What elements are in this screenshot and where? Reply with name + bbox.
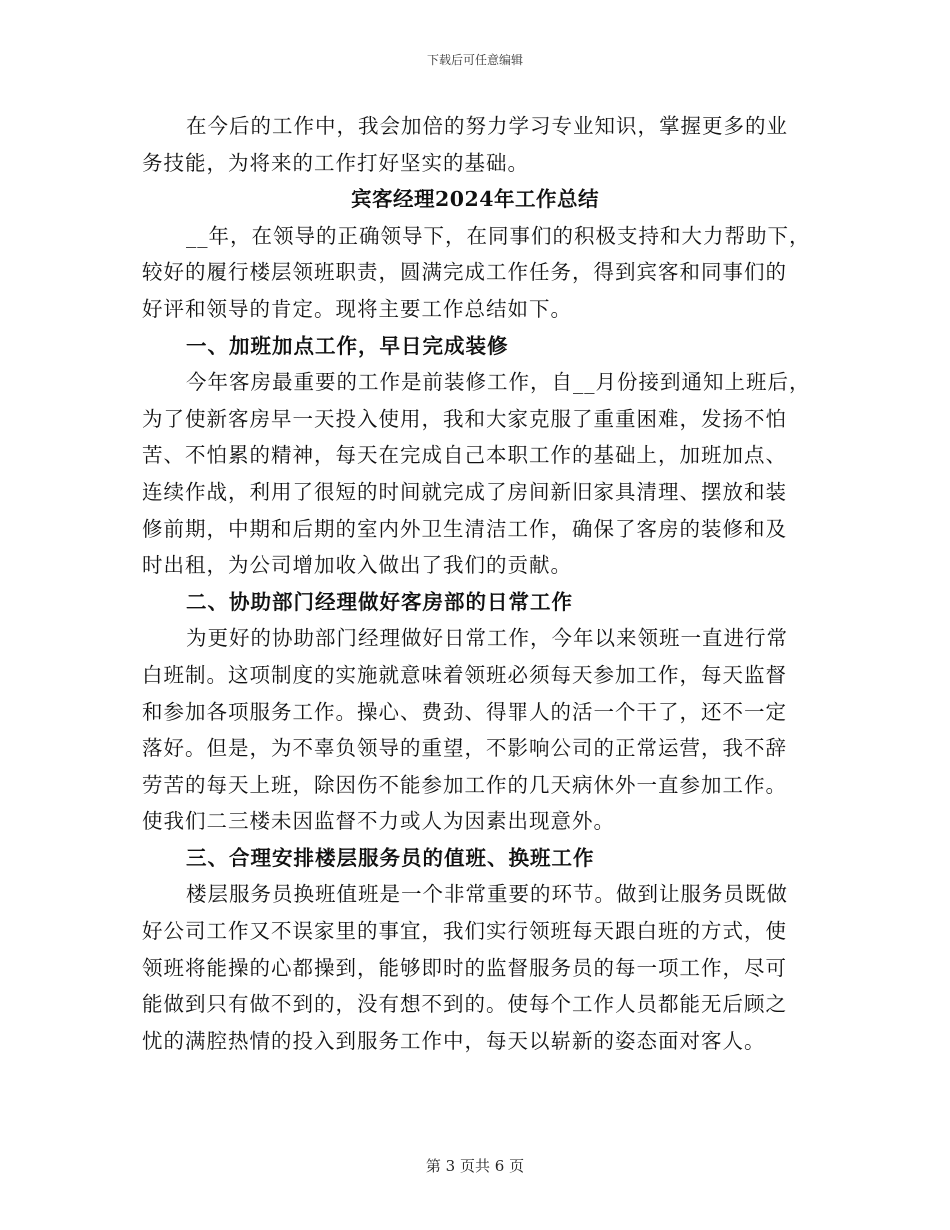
text-line: 连续作战，利用了很短的时间就完成了房间新旧家具清理、摆放和装 bbox=[142, 479, 787, 504]
text-line: 能做到只有做不到的，没有想不到的。使每个工作人员都能无后顾之 bbox=[142, 992, 787, 1017]
text-line: 今年客房最重要的工作是前装修工作，自__月份接到通知上班后， bbox=[186, 370, 811, 395]
text-line: 为更好的协助部门经理做好日常工作，今年以来领班一直进行常 bbox=[186, 626, 788, 651]
text-line: 楼层服务员换班值班是一个非常重要的环节。做到让服务员既做 bbox=[186, 882, 788, 907]
text-line: 务技能，为将来的工作打好坚实的基础。 bbox=[142, 150, 529, 175]
section-2-paragraph bbox=[142, 620, 808, 840]
section-3-paragraph bbox=[142, 876, 808, 1059]
text-line: 苦、不怕累的精神，每天在完成自己本职工作的基础上，加班加点、 bbox=[142, 443, 787, 468]
text-line: 忧的满腔热情的投入到服务工作中，每天以崭新的姿态面对客人。 bbox=[142, 1028, 766, 1053]
intro-paragraph bbox=[142, 108, 808, 181]
section-heading-2: 二、协助部门经理做好客房部的日常工作 bbox=[186, 589, 573, 614]
text-line: 为了使新客房早一天投入使用，我和大家克服了重重困难，发扬不怕 bbox=[142, 406, 787, 431]
text-line: 劳苦的每天上班，除因伤不能参加工作的几天病休外一直参加工作。 bbox=[142, 772, 787, 797]
text-line: 时出租，为公司增加收入做出了我们的贡献。 bbox=[142, 553, 572, 578]
text-line: 使我们二三楼未因监督不力或人为因素出现意外。 bbox=[142, 809, 615, 834]
section-1-paragraph bbox=[142, 364, 811, 584]
text-line: 白班制。这项制度的实施就意味着领班必须每天参加工作，每天监督 bbox=[142, 662, 787, 687]
text-line: 领班将能操的心都操到，能够即时的监督服务员的每一项工作，尽可 bbox=[142, 955, 787, 980]
summary-paragraph bbox=[142, 218, 811, 328]
section-heading-3: 三、合理安排楼层服务员的值班、换班工作 bbox=[186, 845, 595, 870]
text-line: 好公司工作又不误家里的事宜，我们实行领班每天跟白班的方式，使 bbox=[142, 919, 787, 944]
text-line: 较好的履行楼层领班职责，圆满完成工作任务，得到宾客和同事们的 bbox=[142, 260, 787, 285]
text-line: 好评和领导的肯定。现将主要工作总结如下。 bbox=[142, 296, 572, 321]
page-header: 下载后可任意编辑 bbox=[426, 53, 523, 67]
text-line: 落好。但是，为不辜负领导的重望，不影响公司的正常运营，我不辞 bbox=[142, 736, 787, 761]
document-title: 宾客经理2024年工作总结 bbox=[350, 187, 600, 212]
document-body bbox=[142, 108, 811, 1059]
text-line: __年，在领导的正确领导下，在同事们的积极支持和大力帮助下， bbox=[186, 223, 811, 248]
text-line: 修前期，中期和后期的室内外卫生清洁工作，确保了客房的装修和及 bbox=[142, 516, 787, 541]
page-footer: 第 3 页共 6 页 bbox=[425, 1157, 525, 1175]
text-line: 和参加各项服务工作。操心、费劲、得罪人的活一个干了，还不一定 bbox=[142, 699, 787, 724]
section-heading-1: 一、加班加点工作，早日完成装修 bbox=[186, 333, 509, 358]
text-line: 在今后的工作中，我会加倍的努力学习专业知识，掌握更多的业 bbox=[186, 114, 788, 138]
